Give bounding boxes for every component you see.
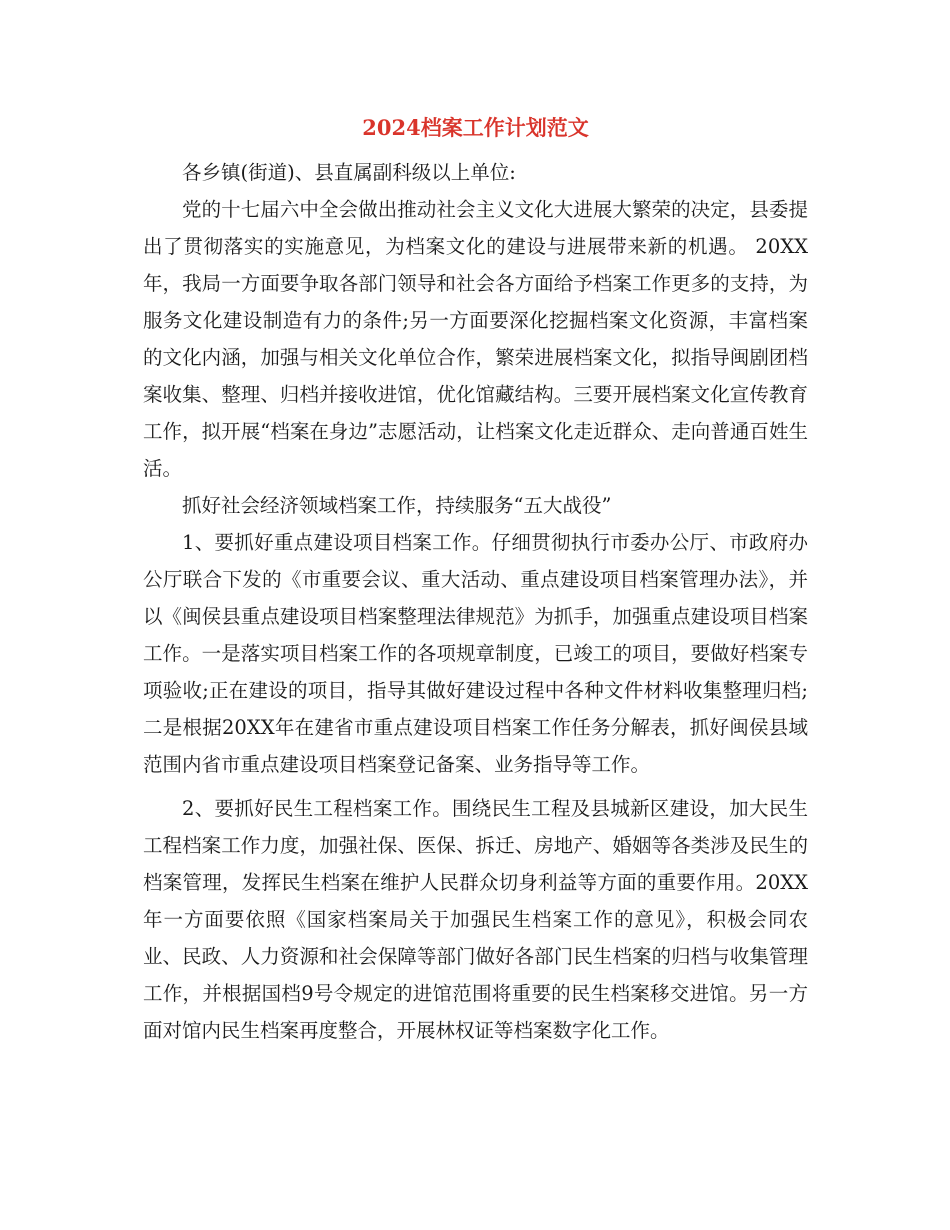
- paragraph-section-heading: 抓好社会经济领域档案工作，持续服务“五大战役”: [182, 494, 612, 517]
- paragraph-intro: 党的十七届六中全会做出推动社会主义文化大进展大繁荣的决定，县委提出了贯彻落实的实施意见，为档案文化的建设与进展带来新的机遇。 20XX年，我局一方面要争取各部门领导和社会各方面给予档案工作更多的支持，为服务文化建设制造有力的条件;另一方面要深化挖掘档案文化资源，丰富档案的文化内涵，加强与相关文化单位合作，繁荣进展档案文化，拟指导闽剧团档案收集、整理、归档并接收进馆，优化馆藏结构。三要开展档案文化宣传教育工作，拟开展“档案在身边”志愿活动，让档案文化走近群众、走向普通百姓生活。: [143, 198, 808, 480]
- document-page: [143, 108, 808, 1049]
- paragraph-salutation: 各乡镇(街道)、县直属副科级以上单位:: [182, 161, 516, 184]
- document-title: 2024档案工作计划范文: [362, 115, 589, 140]
- paragraph-item-2: 2、要抓好民生工程档案工作。围绕民生工程及县城新区建设，加大民生工程档案工作力度，加强社保、医保、拆迁、房地产、婚姻等各类涉及民生的档案管理，发挥民生档案在维护人民群众切身利益等方面的重要作用。20XX年一方面要依照《国家档案局关于加强民生档案工作的意见》，积极会同农业、民政、人力资源和社会保障等部门做好各部门民生档案的归档与收集管理工作，并根据国档9号令规定的进馆范围将重要的民生档案移交进馆。另一方面对馆内民生档案再度整合，开展林权证等档案数字化工作。: [143, 797, 808, 1042]
- paragraph-item-1: 1、要抓好重点建设项目档案工作。仔细贯彻执行市委办公厅、市政府办公厅联合下发的《市重要会议、重大活动、重点建设项目档案管理办法》，并以《闽侯县重点建设项目档案整理法律规范》为抓手，加强重点建设项目档案工作。一是落实项目档案工作的各项规章制度，已竣工的项目，要做好档案专项验收;正在建设的项目，指导其做好建设过程中各种文件材料收集整理归档;二是根据20XX年在建省市重点建设项目档案工作任务分解表，抓好闽侯县域范围内省市重点建设项目档案登记备案、业务指导等工作。: [143, 531, 808, 776]
